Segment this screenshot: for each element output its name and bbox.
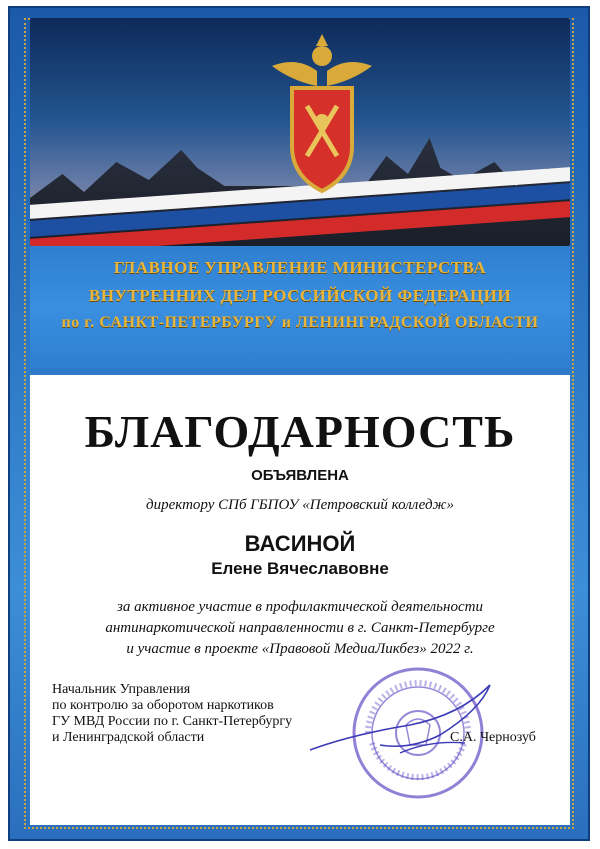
org-title-line-3: по г. САНКТ-ПЕТЕРБУРГУ и ЛЕНИНГРАДСКОЙ ОБЛАСТИ — [61, 314, 539, 331]
certificate-title: БЛАГОДАРНОСТЬ — [84, 406, 516, 457]
recipient-position: директору СПб ГБПОУ «Петровский колледж» — [146, 497, 454, 513]
recipient-surname: ВАСИНОЙ — [244, 531, 356, 556]
certificate-body — [30, 375, 570, 825]
reason-line-1: за активное участие в профилактической деятельности — [117, 599, 483, 615]
mvd-eagle-emblem-icon — [262, 26, 382, 206]
signatory-line-2: по контролю за оборотом наркотиков — [52, 698, 274, 713]
signatory-line-1: Начальник Управления — [52, 682, 191, 697]
signatory-line-3: ГУ МВД России по г. Санкт-Петербургу — [52, 714, 293, 729]
announced-label: ОБЪЯВЛЕНА — [251, 467, 349, 484]
reason-line-3: и участие в проекте «Правовой МедиаЛикбез» 2022 г. — [126, 641, 474, 657]
org-title-line-2: ВНУТРЕННИХ ДЕЛ РОССИЙСКОЙ ФЕДЕРАЦИИ — [88, 286, 512, 305]
organization-band — [30, 246, 570, 368]
handwritten-signature-icon — [290, 665, 510, 765]
recipient-given-name: Елене Вячеславовне — [211, 559, 389, 578]
signatory-title — [52, 682, 292, 746]
award-reason — [30, 597, 570, 660]
signatory-name: С.А. Чернозуб — [450, 730, 536, 745]
header-illustration — [30, 18, 570, 246]
reason-line-2: антинаркотической направленности в г. Санкт-Петербурге — [105, 620, 495, 636]
org-title-line-1: ГЛАВНОЕ УПРАВЛЕНИЕ МИНИСТЕРСТВА — [113, 258, 487, 277]
signatory-line-4: и Ленинградской области — [52, 730, 205, 745]
